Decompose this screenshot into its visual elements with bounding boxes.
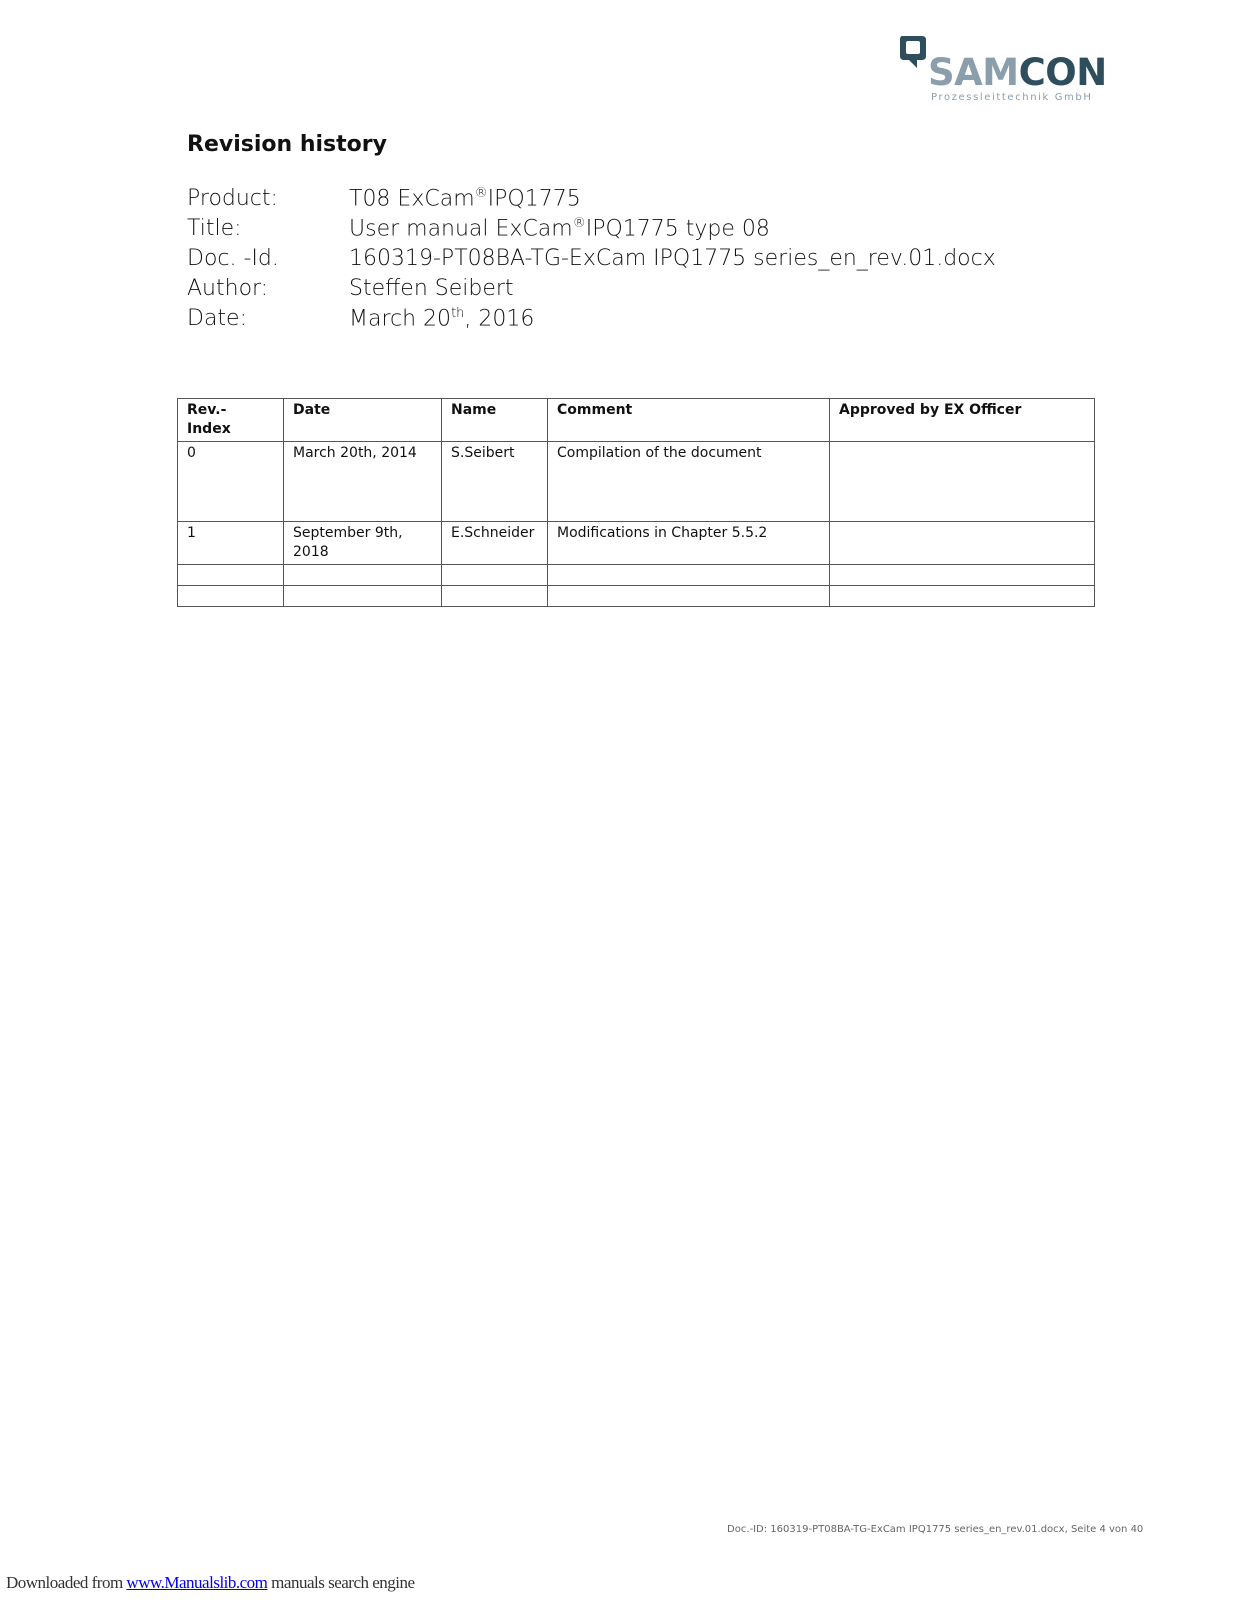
revision-table <box>177 398 1095 607</box>
cell-empty <box>284 586 442 607</box>
table-row <box>178 586 1095 607</box>
samcon-speech-bubble-icon <box>898 34 928 70</box>
cell-rev-index: 0 <box>178 442 284 522</box>
samcon-logo <box>898 34 1107 104</box>
logo-wordmark <box>928 51 1107 94</box>
table-header-row <box>178 399 1095 442</box>
cell-rev-index: 1 <box>178 522 284 565</box>
cell-empty <box>548 565 830 586</box>
cell-approved <box>830 522 1095 565</box>
header-date: Date <box>284 399 442 442</box>
meta-value: 160319-PT08BA-TG-ExCam IPQ1775 series_en_rev.01.docx <box>349 246 996 271</box>
logo-brand-sam: SAM <box>928 51 1019 94</box>
table-row <box>178 522 1095 565</box>
table-row <box>178 565 1095 586</box>
meta-label: Doc. -Id. <box>187 246 279 271</box>
cell-empty <box>442 586 548 607</box>
table-row <box>178 442 1095 522</box>
header-rev-index: Rev.- Index <box>178 399 284 442</box>
header-comment: Comment <box>548 399 830 442</box>
meta-title <box>187 216 996 246</box>
logo-subtitle: Prozessleittechnik GmbH <box>931 92 1093 103</box>
document-meta <box>187 186 996 336</box>
cell-comment: Compilation of the document <box>548 442 830 522</box>
cell-name: S.Seibert <box>442 442 548 522</box>
meta-value: T08 ExCam®IPQ1775 <box>349 186 581 212</box>
cell-empty <box>548 586 830 607</box>
meta-value: User manual ExCam®IPQ1775 type 08 <box>349 216 770 242</box>
meta-date <box>187 306 996 336</box>
meta-label: Product: <box>187 186 278 211</box>
footer-doc-id: Doc.-ID: 160319-PT08BA-TG-ExCam IPQ1775 series_en_rev.01.docx, Seite 4 von 40 <box>727 1524 1144 1535</box>
cell-empty <box>830 586 1095 607</box>
manualslib-link[interactable]: www.Manualslib.com <box>126 1573 268 1592</box>
cell-name: E.Schneider <box>442 522 548 565</box>
cell-comment: Modifications in Chapter 5.5.2 <box>548 522 830 565</box>
meta-label: Title: <box>187 216 242 241</box>
cell-empty <box>178 565 284 586</box>
download-prefix: Downloaded from <box>6 1573 127 1592</box>
cell-date: March 20th, 2014 <box>284 442 442 522</box>
download-suffix: manuals search engine <box>267 1573 415 1592</box>
cell-date: September 9th, 2018 <box>284 522 442 565</box>
meta-product <box>187 186 996 216</box>
cell-empty <box>178 586 284 607</box>
download-notice <box>6 1573 415 1593</box>
page-title: Revision history <box>187 132 387 157</box>
meta-label: Author: <box>187 276 269 301</box>
header-name: Name <box>442 399 548 442</box>
meta-doc-id <box>187 246 996 276</box>
meta-value: March 20th, 2016 <box>349 306 535 332</box>
cell-empty <box>830 565 1095 586</box>
logo-brand-con: CON <box>1018 51 1107 94</box>
meta-author <box>187 276 996 306</box>
meta-label: Date: <box>187 306 247 331</box>
cell-empty <box>284 565 442 586</box>
cell-empty <box>442 565 548 586</box>
header-approved: Approved by EX Officer <box>830 399 1095 442</box>
meta-value: Steffen Seibert <box>349 276 514 301</box>
cell-approved <box>830 442 1095 522</box>
